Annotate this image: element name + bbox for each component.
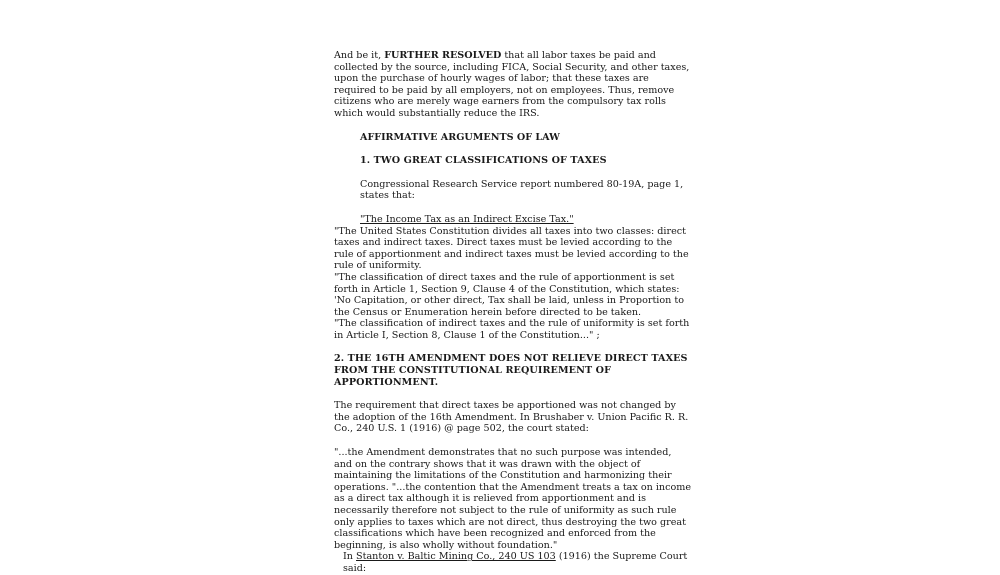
crs-report-line: Congressional Research Service report numbered 80-19A, page 1, states that: (360, 178, 684, 202)
stanton-lead: In (343, 551, 357, 563)
stanton-tail: (1916) the Supreme Court said: (343, 551, 688, 574)
heading-two-classifications: 1. TWO GREAT CLASSIFICATIONS OF TAXES (360, 155, 607, 167)
quote-indirect-classification: "The classification of indirect taxes and the rule of uniformity is set forth in Article I, Section 8, Clause 1 of the Constitution..." ; (334, 318, 690, 341)
stanton-case-citation: Stanton v. Baltic Mining Co., 240 US 103 (356, 551, 556, 563)
heading-affirmative-arguments: AFFIRMATIVE ARGUMENTS OF LAW (360, 131, 560, 143)
resolution-lead: And be it, (334, 50, 385, 61)
constitution-quote-block (334, 226, 692, 342)
document-page (334, 50, 692, 575)
resolution-paragraph (334, 50, 692, 120)
requirement-paragraph: The requirement that direct taxes be apportioned was not changed by the adoption of the 16th Amendment. In Brushaber v. Union Pacific R. R. Co., 240 U.S. 1 (1916) @ page 502, the court stated: (334, 400, 689, 435)
quote-capitation: 'No Capitation, or other direct, Tax shall be laid, unless in Proportion to the Census or Enumeration herein before directed to be taken. (334, 295, 684, 318)
resolution-text: that all labor taxes be paid and collected by the source, including FICA, Social Security, and other taxes, upon the purchase of hourly wages of labor; that these taxes are required to be paid by all employers, not on employees. Thus, remove citizens who are merely wage earners from the compulsory tax rolls which would substantially reduce the IRS. (334, 50, 690, 119)
income-tax-title: "The Income Tax as an Indirect Excise Tax." (360, 213, 574, 225)
further-resolved-bold: FURTHER RESOLVED (384, 50, 502, 61)
heading-16th-amendment: 2. THE 16TH AMENDMENT DOES NOT RELIEVE DIRECT TAXES FROM THE CONSTITUTIONAL REQUIREMENT OF APPORTIONMENT. (334, 353, 688, 388)
quote-direct-classification: "The classification of direct taxes and the rule of apportionment is set forth in Article 1, Section 9, Clause 4 of the Constitution, which states: (334, 271, 680, 295)
brushaber-quote-paragraph: "...the Amendment demonstrates that no such purpose was intended, and on the contrary shows that it was drawn with the object of maintaining the limitations of the Constitution and harmonizing their operations. "...the contention that the Amendment treats a tax on income as a direct tax although it is relieved from apportionment and is necessarily therefore not subject to the rule of uniformity as such rule only applies to taxes which are not direct, thus destroying the two great classifications which have been recognized and enforced from the beginning, is also wholly without foundation." (334, 447, 692, 551)
quote-two-classes: "The United States Constitution divides all taxes into two classes: direct taxes and indirect taxes. Direct taxes must be levied according to the rule of apportionment and indirect taxes must be levied according to the rule of uniformity. (334, 225, 689, 272)
